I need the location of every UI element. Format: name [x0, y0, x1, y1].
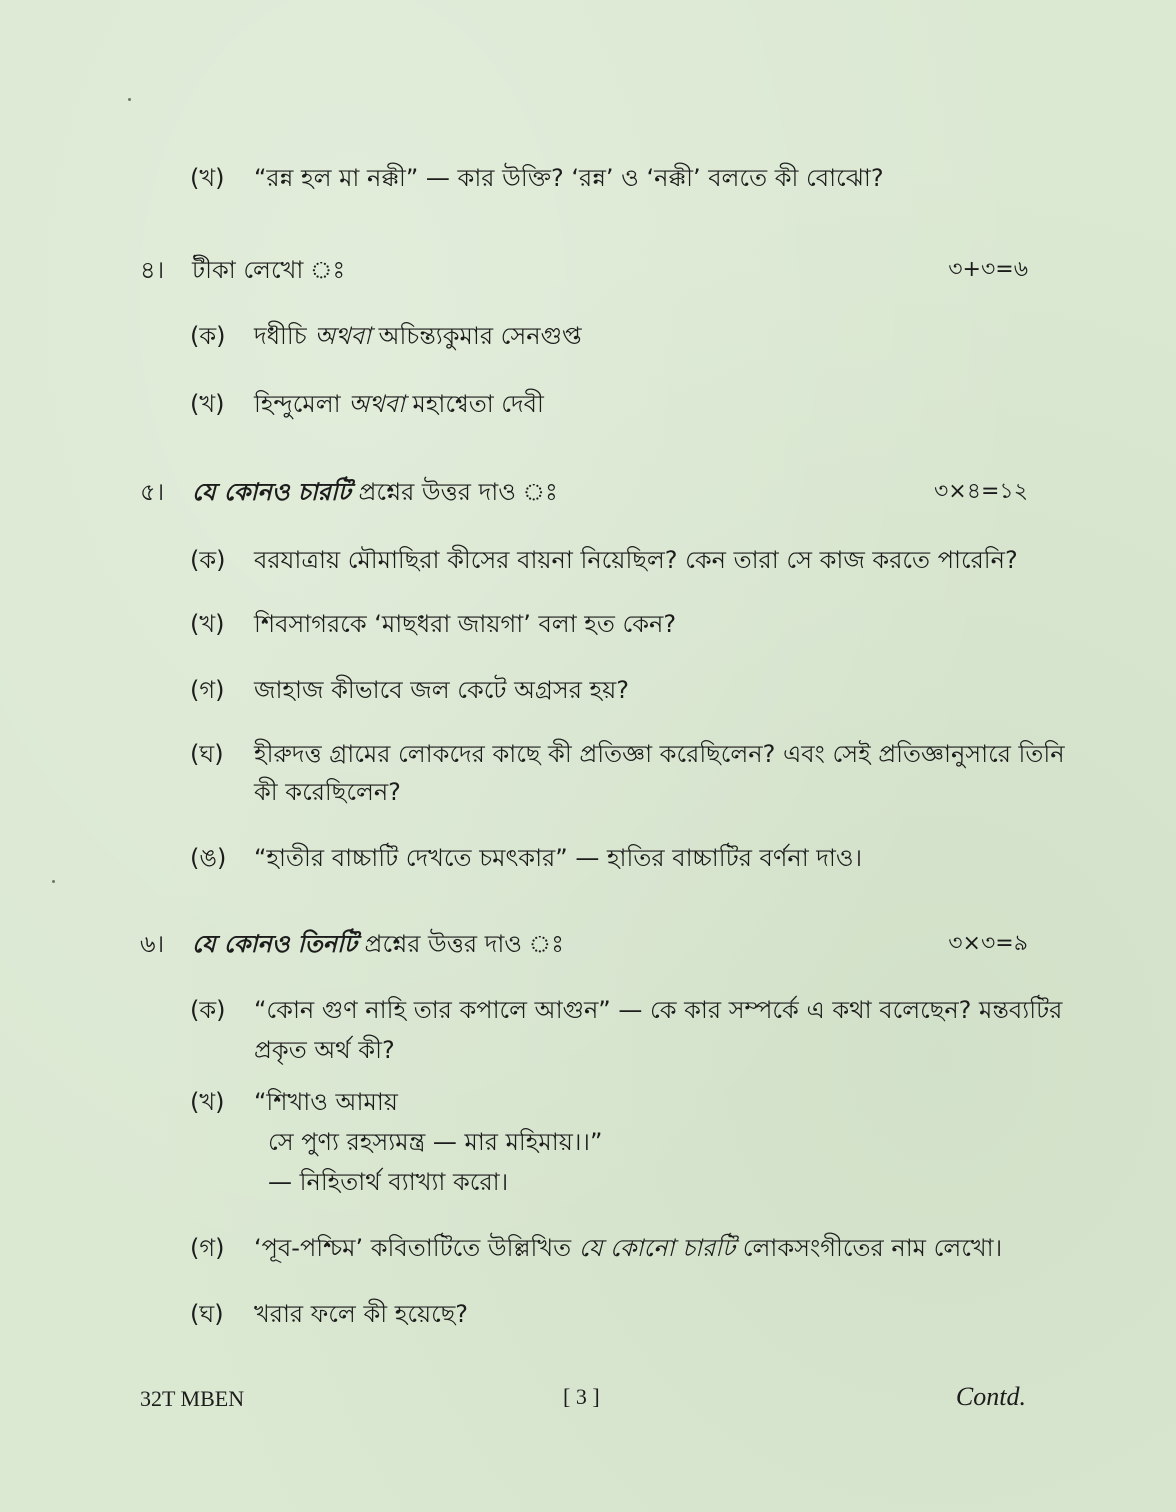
q4-item-a-text1: দধীচি	[254, 322, 315, 350]
q5-item-e-text: “হাতীর বাচ্চাটি দেখতে চমৎকার” — হাতির বাচ্চাটির বর্ণনা দাও।	[254, 844, 863, 872]
q6-item-a-text: “কোন গুণ নাহি তার কপালে আগুন” — কে কার সম্পর্কে এ কথা বলেছেন? মন্তব্যটির	[254, 996, 1063, 1024]
paper-code: 32T MBEN	[140, 1386, 245, 1411]
q4-item-b	[190, 388, 544, 420]
q5-title: প্রশ্নের উত্তর দাও ঃ	[350, 478, 558, 506]
q5-item-d-label: (ঘ)	[190, 740, 224, 768]
q6-item-a-label: (ক)	[190, 996, 226, 1024]
q6-marks: ৩×৩=৯	[948, 931, 1028, 956]
q5-item-b	[190, 608, 676, 640]
q5-item-b-label: (খ)	[190, 610, 225, 638]
q6-item-b-text: “শিখাও আমায়	[254, 1088, 398, 1116]
q6-item-b-verse: সে পুণ্য রহস্যমন্ত্র — মার মহিমায়।।”	[268, 1128, 603, 1156]
paper-speck	[128, 98, 131, 101]
q6-item-b-instruction: — নিহিতার্থ ব্যাখ্যা করো।	[268, 1168, 509, 1196]
q6-item-c	[190, 1232, 1002, 1264]
q4-item-b-text2: মহাশ্বেতা দেবী	[404, 390, 544, 418]
paper-speck	[52, 880, 55, 883]
q6-item-c-emphasis: যে কোনো চারটি	[578, 1234, 736, 1262]
q4-item-b-text1: হিন্দুমেলা	[254, 390, 349, 418]
q5-item-b-text: শিবসাগরকে ‘মাছধরা জায়গা’ বলা হত কেন?	[254, 610, 677, 638]
q6-item-a-continued: প্রকৃত অর্থ কী?	[254, 1036, 395, 1064]
q6-item-d-text: খরার ফলে কী হয়েছে?	[254, 1300, 469, 1328]
q6-item-c-text1: ‘পূব-পশ্চিম’ কবিতাটিতে উল্লিখিত	[254, 1234, 579, 1262]
q5-item-c-text: জাহাজ কীভাবে জল কেটে অগ্রসর হয়?	[254, 676, 630, 704]
q6-item-b-label: (খ)	[190, 1088, 225, 1116]
q5-item-e	[190, 842, 862, 874]
q6-item-d	[190, 1298, 468, 1330]
q4-item-a-or: অথবা	[314, 322, 372, 350]
q3-item-b-label: (খ)	[190, 164, 225, 192]
q3-item-b-text: “রন্ন হল মা নক্কী” — কার উক্তি? ‘রন্ন’ ও ‘নক্কী’ বলতে কী বোঝো?	[254, 164, 884, 192]
q5-number: ৫।	[140, 478, 165, 506]
q5-item-a-text: বরযাত্রায় মৌমাছিরা কীসের বায়না নিয়েছিল? কেন তারা সে কাজ করতে পারেনি?	[254, 546, 1018, 574]
q5-emphasis: যে কোনও চারটি	[192, 478, 351, 506]
q4-number: ৪।	[140, 256, 165, 284]
q5-marks: ৩×৪=১২	[933, 479, 1028, 504]
q5-item-d	[190, 738, 1065, 770]
q6-item-d-label: (ঘ)	[190, 1300, 224, 1328]
q6-item-c-text2: লোকসংগীতের নাম লেখো।	[735, 1234, 1003, 1262]
q5-item-d-text: হীরুদত্ত গ্রামের লোকদের কাছে কী প্রতিজ্ঞা করেছিলেন? এবং সেই প্রতিজ্ঞানুসারে তিনি	[254, 740, 1065, 768]
q6-item-a	[190, 994, 1062, 1026]
q6-title: প্রশ্নের উত্তর দাও ঃ	[356, 930, 564, 958]
q5-item-c	[190, 674, 629, 706]
q6-item-b	[190, 1086, 398, 1118]
q4-item-a-label: (ক)	[190, 322, 226, 350]
q5-item-d-continued: কী করেছিলেন?	[254, 778, 401, 806]
q5-item-c-label: (গ)	[190, 676, 225, 704]
q4-item-b-label: (খ)	[190, 390, 225, 418]
q4-heading	[140, 254, 345, 286]
q4-item-a-text2: অচিন্ত্যকুমার সেনগুপ্ত	[371, 322, 582, 350]
q4-item-a	[190, 320, 582, 352]
q3-item-b	[190, 162, 884, 194]
continued-note: Contd.	[955, 1382, 1026, 1411]
q5-item-a	[190, 544, 1018, 576]
q4-item-b-or: অথবা	[348, 390, 405, 418]
page-number: [ 3 ]	[563, 1384, 600, 1409]
q5-heading	[140, 476, 558, 508]
q6-emphasis: যে কোনও তিনটি	[192, 930, 357, 958]
q4-marks: ৩+৩=৬	[948, 257, 1028, 282]
q6-item-c-label: (গ)	[190, 1234, 225, 1262]
q5-item-a-label: (ক)	[190, 546, 226, 574]
q6-heading	[140, 928, 564, 960]
q4-title: টীকা লেখো ঃ	[192, 256, 346, 284]
q5-item-e-label: (ঙ)	[190, 844, 227, 872]
q6-number: ৬।	[140, 930, 165, 958]
